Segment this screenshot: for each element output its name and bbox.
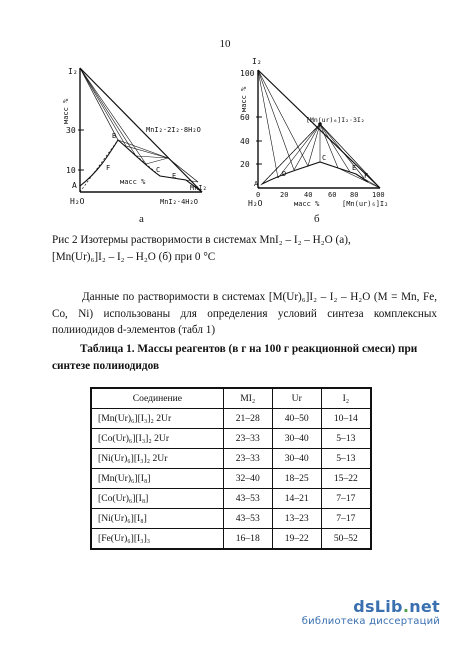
header-i2: I₂ <box>321 388 371 409</box>
figure-caption <box>52 232 432 266</box>
table-row <box>91 449 371 469</box>
cell-mi2: 21–28 <box>223 409 272 429</box>
cell-ur: 30–40 <box>272 429 321 449</box>
cell-i2: 50–52 <box>321 529 371 550</box>
cell-i2: 7–17 <box>321 489 371 509</box>
panel-b-point-e: E <box>352 164 357 172</box>
cell-mi2: 16–18 <box>223 529 272 550</box>
table-title: Таблица 1. Массы реагентов (в г на 100 г реакционной смеси) при синтезе полииодидов <box>52 343 418 372</box>
panel-b-x-60: 60 <box>328 191 337 199</box>
panel-b-y-60: 60 <box>240 113 250 122</box>
panel-b-point-d: D <box>282 170 287 178</box>
cell-ur: 19–22 <box>272 529 321 550</box>
panel-b-x-100: 100 <box>372 191 385 199</box>
cell-ur: 14–21 <box>272 489 321 509</box>
figure-panel-b <box>238 50 398 210</box>
table-row <box>91 409 371 429</box>
panel-a-mark-f: F <box>106 164 111 172</box>
panel-a-point-a: A <box>72 181 77 190</box>
cell-compound: [Ni(Ur)₆][I₃]₂ 2Ur <box>91 449 223 469</box>
panel-b-y-20: 20 <box>240 160 250 169</box>
cell-compound: [Co(Ur)₆][I₃]₂ 2Ur <box>91 429 223 449</box>
table-row <box>91 509 371 529</box>
panel-b-point-a: A <box>254 180 259 188</box>
panel-a-corner-i2: I₂ <box>68 67 78 76</box>
cell-compound: [Mn(Ur)₆][I₃]₂ 2Ur <box>91 409 223 429</box>
body-paragraph: Данные по растворимости в системах [M(Ur)₆]I₂ – I₂ – H₂O (M = Mn, Fe, Co, Ni) использованы для определения условий синтеза комплексных полииодидов d-элементов (табл 1) <box>52 291 437 336</box>
panel-b-y-100: 100 <box>240 69 255 78</box>
panel-a-corner-mni2: MnI₂ <box>190 184 207 192</box>
phase-diagram-a <box>60 60 220 210</box>
cell-compound: [Ni(Ur)₆][I₈] <box>91 509 223 529</box>
table-row <box>91 429 371 449</box>
panel-b-label: б <box>314 213 320 225</box>
cell-i2: 5–13 <box>321 449 371 469</box>
panel-b-y-axis-label: масс % <box>240 86 248 112</box>
panel-b-corner-i2: I₂ <box>252 57 262 66</box>
cell-compound: [Co(Ur)₆][I₈] <box>91 489 223 509</box>
cell-i2: 15–22 <box>321 469 371 489</box>
panel-a-y-axis-label: масс % <box>62 98 70 124</box>
panel-b-x-80: 80 <box>350 191 359 199</box>
panel-b-y-40: 40 <box>240 137 250 146</box>
cell-ur: 30–40 <box>272 449 321 469</box>
dslib-logo <box>302 597 440 616</box>
cell-compound: [Mn(Ur)₆][I₈] <box>91 469 223 489</box>
panel-a-solid-phase-1: MnI₂·2I₂·8H₂O <box>146 126 201 134</box>
table-header-row <box>91 388 371 409</box>
table-row <box>91 489 371 509</box>
header-ur: Ur <box>272 388 321 409</box>
panel-b-corner-complex: [Mn(ur)₆]I₂ <box>342 200 389 208</box>
dslib-subtitle: библиотека диссертаций <box>301 616 440 627</box>
figure-panel-a <box>60 60 220 210</box>
logo-tld: net <box>409 597 440 616</box>
logo-dot: . <box>402 597 410 616</box>
caption-line-1: Рис 2 Изотермы растворимости в системах MnI₂ – I₂ – H₂O (а), <box>52 234 351 246</box>
panel-a-point-e: E <box>172 172 177 180</box>
cell-i2: 5–13 <box>321 429 371 449</box>
panel-b-x-axis-label: масс % <box>294 200 320 208</box>
caption-line-2: [Mn(Ur)₆]I₂ – I₂ – H₂O (б) при 0 °С <box>52 251 216 263</box>
panel-b-x-20: 20 <box>280 191 289 199</box>
panel-a-tick-30: 30 <box>66 126 76 135</box>
panel-a-x-axis-label: масс % <box>120 178 146 186</box>
cell-ur: 18–25 <box>272 469 321 489</box>
cell-mi2: 23–33 <box>223 429 272 449</box>
panel-b-x-40: 40 <box>304 191 313 199</box>
logo-main: dsLib <box>353 597 403 616</box>
panel-a-point-c: C <box>156 166 161 174</box>
panel-b-point-f: F <box>364 172 369 180</box>
table-row <box>91 529 371 550</box>
panel-a-solid-phase-2: MnI₂·4H₂O <box>160 198 198 206</box>
cell-i2: 10–14 <box>321 409 371 429</box>
cell-mi2: 23–33 <box>223 449 272 469</box>
cell-compound: [Fe(Ur)₆][I₃]₃ <box>91 529 223 550</box>
panel-a-corner-h2o: H₂O <box>70 197 85 206</box>
panel-b-point-c: C <box>322 154 327 162</box>
table-row <box>91 469 371 489</box>
cell-mi2: 43–53 <box>223 489 272 509</box>
header-mi2: MI₂ <box>223 388 272 409</box>
cell-ur: 13–23 <box>272 509 321 529</box>
cell-i2: 7–17 <box>321 509 371 529</box>
page-number: 10 <box>219 38 231 50</box>
panel-a-tick-10: 10 <box>66 166 76 175</box>
cell-mi2: 43–53 <box>223 509 272 529</box>
panel-a-label: а <box>139 213 144 225</box>
panel-b-x-0: 0 <box>256 191 261 199</box>
dslib-watermark[interactable] <box>302 597 440 627</box>
phase-diagram-b <box>238 50 398 210</box>
panel-b-corner-h2o: H₂O <box>248 199 263 208</box>
panel-b-compound-label: [Mn(ur)₆]I₂·3I₂ <box>306 116 365 124</box>
cell-ur: 40–50 <box>272 409 321 429</box>
cell-mi2: 32–40 <box>223 469 272 489</box>
header-compound: Соединение <box>91 388 223 409</box>
panel-a-point-b: B <box>112 132 117 140</box>
reagents-table <box>90 387 372 550</box>
